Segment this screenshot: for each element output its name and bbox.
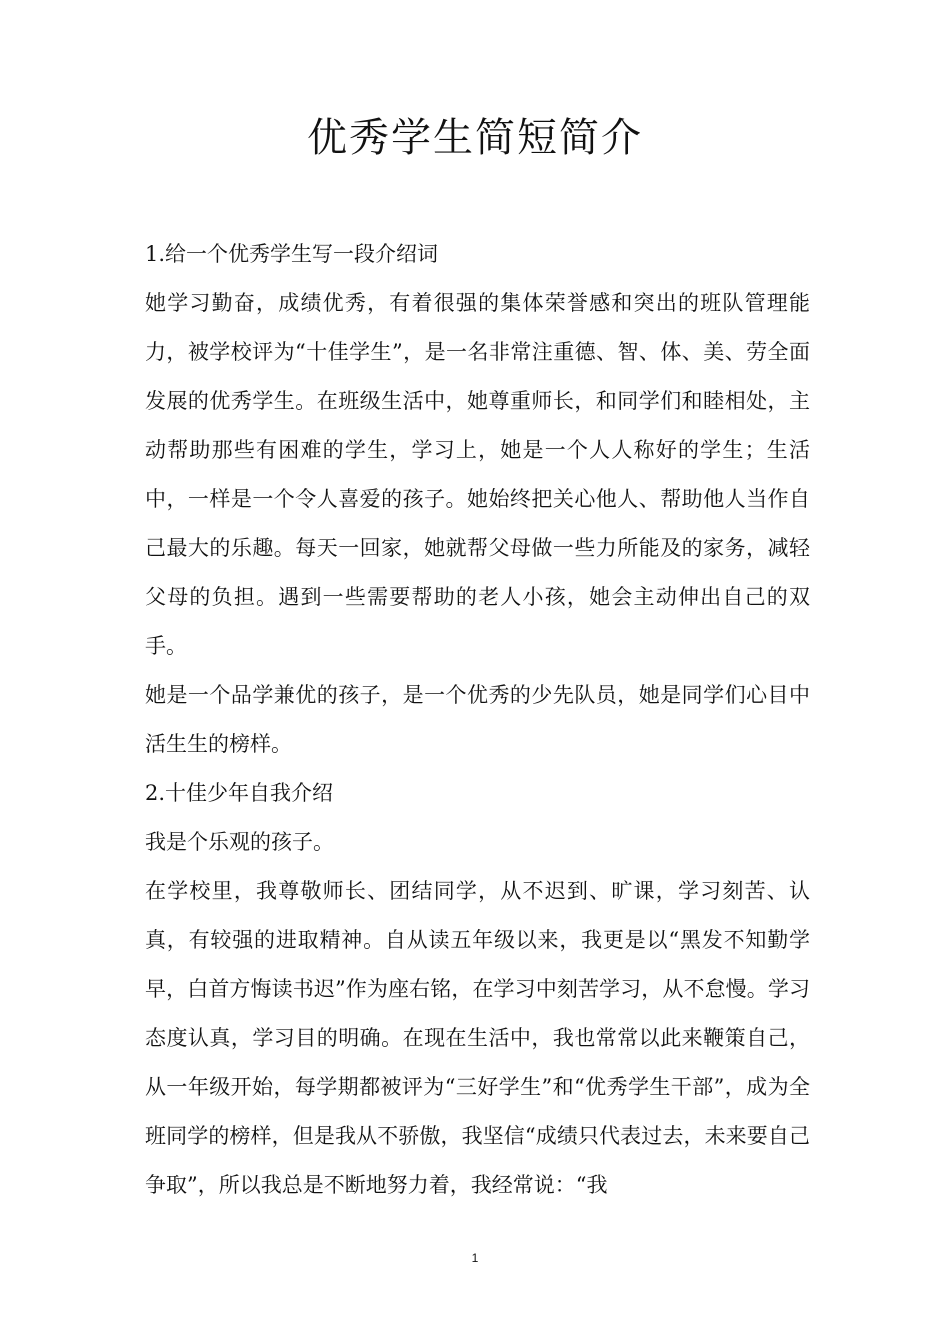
paragraph: 在学校里，我尊敬师长、团结同学，从不迟到、旷课，学习刻苦、认真，有较强的进取精神。自从读五年级以来，我更是以“黑发不知勤学早，白首方悔读书迟”作为座右铭，在学习中刻苦学习，从不怠慢。学习态度认真，学习目的明确。在现在生活中，我也常常以此来鞭策自己，从一年级开始，每学期都被评为“三好学生”和“优秀学生干部”，成为全班同学的榜样，但是我从不骄傲，我坚信“成绩只代表过去，未来要自己争取”，所以我总是不断地努力着，我经常说：“我 (145, 879, 810, 1197)
section-heading-1: 1.给一个优秀学生写一段介绍词 (145, 242, 439, 266)
paragraph: 她是一个品学兼优的孩子，是一个优秀的少先队员，她是同学们心目中活生生的榜样。 (145, 683, 810, 756)
paragraph: 她学习勤奋，成绩优秀，有着很强的集体荣誉感和突出的班队管理能力，被学校评为“十佳学生”，是一名非常注重德、智、体、美、劳全面发展的优秀学生。在班级生活中，她尊重师长，和同学们和睦相处，主动帮助那些有困难的学生，学习上，她是一个人人称好的学生；生活中，一样是一个令人喜爱的孩子。她始终把关心他人、帮助他人当作自己最大的乐趣。每天一回家，她就帮父母做一些力所能及的家务，减轻父母的负担。遇到一些需要帮助的老人小孩，她会主动伸出自己的双手。 (145, 291, 810, 658)
document-title: 优秀学生简短简介 (307, 115, 643, 161)
paragraph: 我是个乐观的孩子。 (145, 830, 334, 854)
page-number: 1 (471, 1251, 479, 1265)
document-body (145, 230, 810, 1210)
section-heading-2: 2.十佳少年自我介绍 (145, 781, 334, 805)
